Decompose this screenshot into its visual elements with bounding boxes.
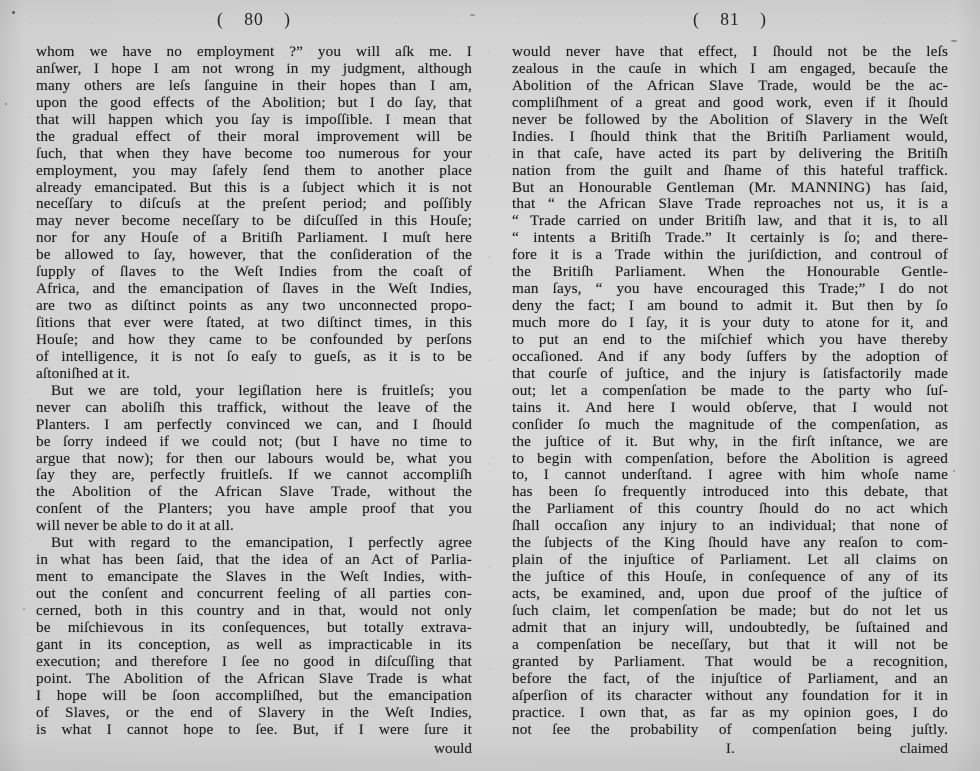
text-line: are two as diſtinct points as any two unconnected propo- [36,298,472,315]
scan-speck [5,103,7,105]
text-line: But an Honourable Gentleman (Mr. MANNING) has ſaid, [512,179,948,196]
text-line: the juſtice of it. But why, in the firſt inſtance, we are [512,433,948,450]
text-line: ſupply of ſlaves to the Weſt Indies from the coaſt of [36,264,472,281]
text-line: may never become neceſſary to be diſcuſſed in this Houſe; [36,213,472,230]
text-line: gant in its conception, as well as impracticable in its [36,636,472,653]
page-body-text [512,44,948,738]
text-line: ſuch claim, let compenſation be made; but do not let us [512,602,948,619]
text-line: Indies. I ſhould think that the Britiſh Parliament would, [512,128,948,145]
text-line: But with regard to the emancipation, I perfectly agree [51,535,472,552]
text-line: aſperſion of its character without any foundation for it in [512,687,948,704]
text-line: Planters. I am perfectly convinced we can, and I ſhould [36,416,472,433]
text-line: that will happen which you ſay is impoſſible. I mean that [36,111,472,128]
text-line: already emancipated. But this is a ſubject which it is not [36,179,472,196]
text-line: never be followed by the Abolition of Slavery in the Weſt [512,111,948,128]
catchword: claimed [899,740,948,757]
text-line: to begin with compenſation, before the Abolition is agreed [512,450,948,467]
text-line: the gradual effect of their moral improvement will be [36,128,472,145]
text-line: to put an end to the miſchief which you have thereby [512,331,948,348]
text-line: never can aboliſh this traffick, without the leave of the [36,399,472,416]
text-line: plain of the injuſtice of Parliament. Let all claims on [512,552,948,569]
page-body-text [36,44,472,738]
text-line: deny the fact; I am bound to admit it. But then by ſo [512,298,948,315]
text-line: ſitions that ever were ſtated, at two diſtinct times, in this [36,315,472,331]
text-line: zealous in the cauſe in which I am engaged, becauſe the [512,60,948,77]
text-line: practice. I own that, as far as my opinion goes, I do [512,704,948,721]
text-line: admit that an injury will, undoubtedly, be ſuſtained and [512,619,948,636]
page-footline [36,740,472,758]
text-line: ſhall occaſion any injury to an individual; that none of [512,518,948,535]
catchword: would [434,740,472,757]
text-line: many others are leſs ſanguine in their hopes than I am, [36,77,472,94]
text-line: in that caſe, have acted its part by delivering the Britiſh [512,145,948,162]
text-line: point. The Abolition of the African Slave Trade is what [36,670,472,687]
text-line: that “ the African Slave Trade reproaches not us, it is a [512,196,948,213]
text-line: ſay they are, perfectly fruitleſs. If we cannot accompliſh [36,467,472,484]
signature-mark: I. [725,740,735,757]
text-line: conſider ſo much the magnitude of the compenſation, as [512,416,948,433]
text-line: has been ſo frequently introduced into this debate, that [512,484,948,501]
text-line: be allowed to ſay, however, that the conſideration of the [36,247,472,264]
text-line: a compenſation be neceſſary, but that it will not be [512,636,948,653]
text-line: acts, be examined, and, upon due proof of the juſtice of [512,586,948,602]
text-line: of Slaves, or the end of Slavery in the Weſt Indies, [36,704,472,721]
text-line: argue that now); for then our labours would be, what you [36,450,472,467]
text-line: Africa, and the emancipation of ſlaves in the Weſt Indies, [36,281,472,298]
text-line: the juſtice of this Houſe, in conſequence of any of its [512,569,948,586]
text-line: employment, you may ſafely ſend them to another place [36,162,472,179]
text-line: Houſe; and how they came to be confounded by perſons [36,331,472,348]
text-line: not ſee the probability of compenſation being juſtly. [512,721,948,738]
text-line: fore it is a Trade within the juriſdiction, and controul of [512,247,948,264]
text-line: the Britiſh Parliament. When the Honourable Gentle- [512,264,948,281]
text-line: ment to emancipate the Slaves in the Weſt Indies, with- [36,569,472,586]
text-line: “ Trade carried on under Britiſh law, and that it is, to all [512,213,948,230]
scan-speck [951,40,957,42]
text-line: man ſays, “ you have encouraged this Trade;” I do not [512,281,948,298]
text-line: aſtoniſhed at it. [36,365,131,382]
text-line: in what has been ſaid, that the idea of an Act of Parlia- [36,552,472,569]
text-line: nation from the guilt and ſhame of this hateful traffick. [512,162,948,179]
text-line: would never have that effect, I ſhould not be the leſs [512,44,948,60]
text-line: to, I cannot underſtand. I agree with him whoſe name [512,467,948,484]
text-line: upon the good effects of the Abolition; but I do ſay, that [36,94,472,111]
text-line: will never be able to do it at all. [36,518,234,535]
text-line: But we are told, your legiſlation here is fruitleſs; you [51,382,472,399]
text-line: ſuch, that when they have become too numerous for your [36,145,472,162]
scan-speck [953,470,955,472]
scan-speck [12,11,15,14]
text-line: granted by Parliament. That would be a recognition, [512,653,948,670]
text-line: nor for any Houſe of a Britiſh Parliament. I muſt here [36,230,472,247]
text-line: out; let a compenſation be made to the party who ſuſ- [512,382,948,399]
text-line: cerned, both in this country and in that, would not only [36,602,472,619]
text-line: neceſſary to diſcuſs at the preſent period; and poſſibly [36,196,472,213]
page-footline [512,740,948,758]
text-line: execution; and therefore I ſee no good in diſcuſſing that [36,653,472,670]
page-80 [36,0,472,771]
page-81 [512,0,948,771]
text-line: Abolition of the African Slave Trade, would be the ac- [512,77,948,94]
page-number-header: ( 81 ) [693,9,767,29]
text-line: the Abolition of the African Slave Trade, without the [36,484,472,501]
text-line: “ intents a Britiſh Trade.” It certainly is ſo; and there- [512,230,948,247]
scan-speck [470,14,475,16]
text-line: much more do I ſay, it is your duty to atone for it, and [512,315,948,331]
text-line: the ſubjects of the King ſhould have any reaſon to com- [512,535,948,552]
scan-speck [23,608,25,610]
text-line: of intelligence, it is not ſo eaſy to gueſs, as it is to be [36,348,472,365]
text-line: is what I cannot hope to ſee. But, if I were ſure it [36,721,472,738]
text-line: occaſioned. And if any body ſuffers by the adoption of [512,348,948,365]
text-line: anſwer, I hope I am not wrong in my judgment, although [36,60,472,77]
text-line: be ſorry indeed if we could not; (but I have no time to [36,433,472,450]
text-line: that courſe of juſtice, and the injury is ſatisfactorily made [512,365,948,382]
text-line: compliſhment of a great and good work, even if it ſhould [512,94,948,111]
text-line: tains it. And here I would obſerve, that I would not [512,399,948,416]
text-line: before the fact, of the injuſtice of Parliament, and an [512,670,948,687]
page-number-header: ( 80 ) [217,9,291,29]
text-line: conſent of the Planters; you have ample proof that you [36,501,472,518]
text-line: whom we have no employment ?” you will aſk me. I [36,44,472,60]
text-line: be miſchievous in its conſequences, but totally extrava- [36,619,472,636]
text-line: I hope will be ſoon accompliſhed, but the emancipation [36,687,472,704]
text-line: out the conſent and concurrent feeling of all parties con- [36,586,472,602]
text-line: the Parliament of this country ſhould do no act which [512,501,948,518]
